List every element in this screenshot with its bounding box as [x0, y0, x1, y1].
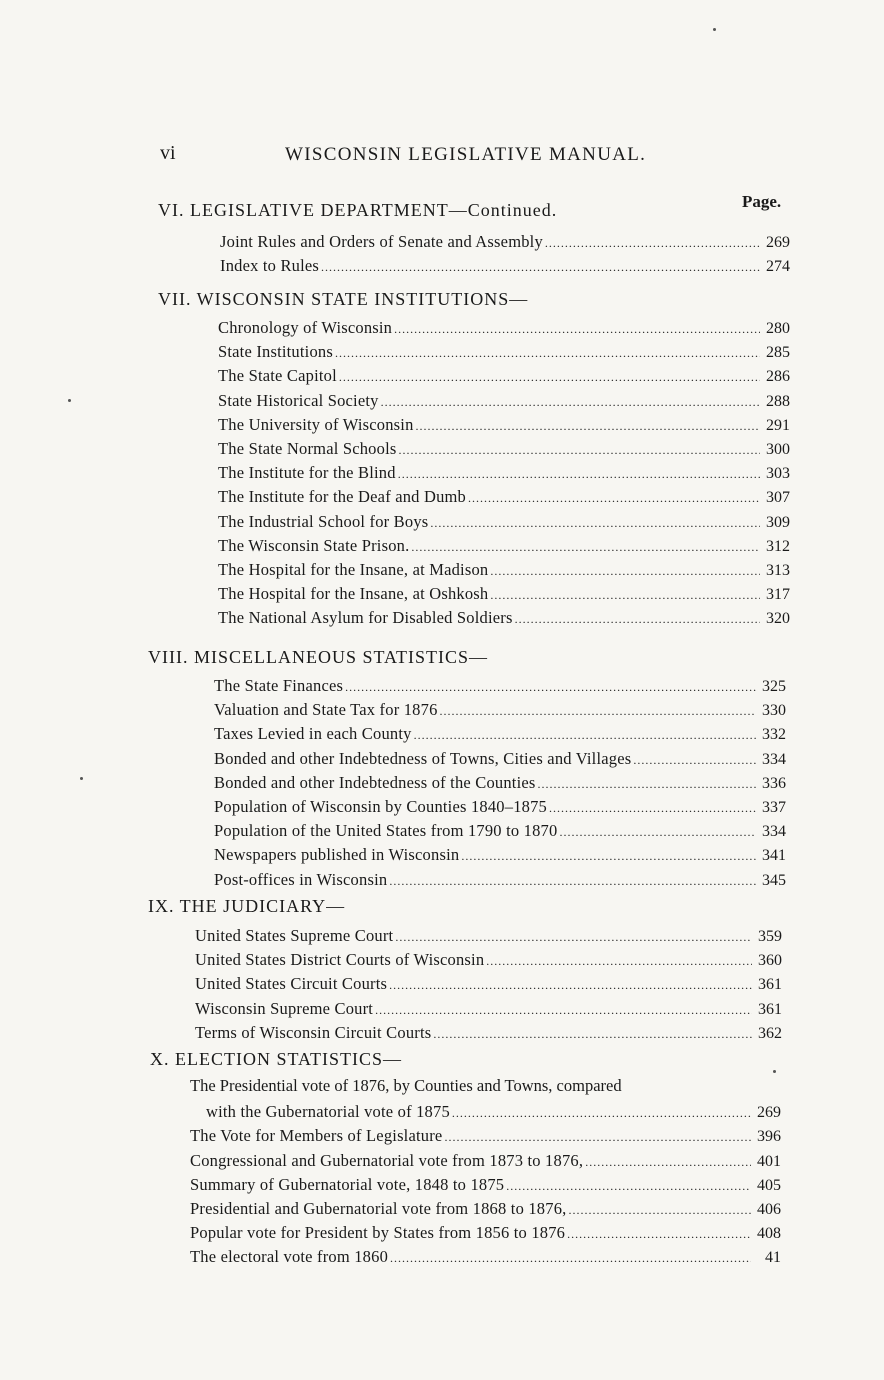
toc-entry[interactable] [214, 747, 786, 771]
dot-leader [585, 1150, 751, 1174]
toc-entry[interactable] [206, 1100, 781, 1124]
entry-title: United States District Courts of Wisconsin [195, 950, 485, 970]
entry-page-number: 361 [758, 1000, 782, 1018]
entry-page-number: 334 [762, 823, 786, 841]
entry-page-number: 396 [757, 1128, 781, 1146]
toc-entry[interactable] [218, 316, 790, 340]
toc-entry[interactable] [190, 1197, 781, 1221]
entry-title: The Hospital for the Insane, at Madison [218, 560, 489, 579]
dot-leader [559, 820, 756, 844]
dot-leader [461, 844, 756, 868]
entry-page-number: 312 [766, 537, 790, 555]
entry-title: Population of the United States from 1790 to 1870 [214, 821, 558, 841]
dot-leader [633, 748, 756, 772]
entry-page-number: 345 [762, 871, 786, 889]
toc-entry[interactable] [218, 389, 790, 413]
entry-title: The Vote for Members of Legislature [190, 1126, 443, 1146]
entry-title: The Institute for the Blind [218, 463, 396, 483]
entry-title: The State Capitol [218, 366, 337, 386]
entry-page-number: 313 [766, 562, 790, 579]
entry-title: The State Finances [214, 676, 344, 695]
entry-title: Valuation and State Tax for 1876 [214, 700, 438, 720]
entry-title: Summary of Gubernatorial vote, 1848 to 1875 [190, 1174, 505, 1194]
dot-leader [394, 317, 760, 341]
paper-speck [773, 1070, 776, 1073]
dot-leader [390, 1246, 751, 1270]
toc-entry[interactable] [190, 1149, 781, 1173]
entry-title: Congressional and Gubernatorial vote from 1873 to 1876, [190, 1150, 584, 1170]
entry-page-number: 269 [766, 234, 790, 251]
dot-leader [515, 607, 760, 631]
dot-leader [440, 699, 756, 723]
dot-leader [538, 772, 756, 796]
entry-title: Bonded and other Indebtedness of the Counties [214, 772, 536, 792]
entry-page-number: 332 [762, 726, 786, 744]
entry-title: Chronology of Wisconsin [218, 318, 393, 337]
toc-entry[interactable] [214, 843, 786, 867]
section-heading: VII. WISCONSIN STATE INSTITUTIONS— [158, 289, 529, 309]
entry-page-number: 406 [757, 1201, 781, 1218]
dot-leader [549, 796, 756, 820]
entry-page-number: 41 [765, 1249, 781, 1267]
dot-leader [414, 723, 756, 747]
dot-leader [389, 973, 752, 997]
toc-entry[interactable] [214, 819, 786, 843]
dot-leader [335, 341, 760, 365]
page-column-label: Page. [742, 192, 782, 211]
dot-leader [490, 559, 760, 583]
toc-entry[interactable] [195, 972, 782, 996]
entry-title: The Presidential vote of 1876, by Counties and Towns, compared [190, 1076, 622, 1095]
toc-entry[interactable] [214, 722, 786, 746]
entry-page-number: 408 [757, 1225, 781, 1243]
entry-title: The electoral vote from 1860 [190, 1247, 389, 1267]
dot-leader [339, 365, 760, 389]
entry-page-number: 307 [766, 489, 790, 507]
entry-title: The National Asylum for Disabled Soldiers [218, 608, 513, 628]
entry-page-number: 360 [758, 952, 782, 970]
paper-speck [68, 399, 71, 402]
entry-page-number: 317 [766, 586, 790, 604]
toc-entry[interactable] [190, 1124, 781, 1148]
entry-title: Index to Rules [220, 256, 320, 276]
toc-entry[interactable] [214, 868, 786, 892]
dot-leader [381, 390, 760, 414]
entry-title: Population of Wisconsin by Counties 1840–1875 [214, 797, 547, 816]
toc-entry[interactable] [195, 948, 782, 972]
toc-entry[interactable] [220, 230, 790, 254]
entry-page-number: 337 [762, 799, 786, 816]
page-number: vi [160, 142, 176, 164]
dot-leader [506, 1174, 751, 1198]
entry-title: Terms of Wisconsin Circuit Courts [195, 1022, 432, 1042]
toc-entry[interactable] [218, 534, 790, 558]
toc-entry[interactable] [214, 698, 786, 722]
section-heading: VI. LEGISLATIVE DEPARTMENT—Continued. [158, 200, 558, 220]
entry-page-number: 285 [766, 344, 790, 362]
dot-leader [486, 949, 752, 973]
dot-leader [375, 998, 752, 1022]
dot-leader [395, 925, 752, 949]
entry-page-number: 330 [762, 702, 786, 720]
entry-page-number: 309 [766, 513, 790, 531]
toc-entry[interactable] [218, 485, 790, 509]
dot-leader [398, 462, 760, 486]
dot-leader [444, 1125, 751, 1149]
entry-title: Bonded and other Indebtedness of Towns, Cities and Villages [214, 748, 632, 768]
toc-entry[interactable] [218, 461, 790, 485]
entry-title: United States Circuit Courts [195, 974, 388, 994]
entry-page-number: 280 [766, 320, 790, 337]
entry-page-number: 341 [762, 847, 786, 865]
section-heading: VIII. MISCELLANEOUS STATISTICS— [148, 647, 489, 667]
entry-title: The Institute for the Deaf and Dumb [218, 487, 467, 507]
toc-entry[interactable] [218, 606, 790, 630]
section-heading: X. ELECTION STATISTICS— [150, 1049, 403, 1069]
toc-entry[interactable] [190, 1221, 781, 1245]
toc-entry[interactable] [214, 771, 786, 795]
toc-entry[interactable] [218, 437, 790, 461]
dot-leader [433, 1022, 752, 1046]
toc-entry[interactable] [190, 1245, 781, 1269]
entry-page-number: 401 [757, 1152, 781, 1170]
dot-leader [389, 869, 756, 893]
paper-speck [713, 28, 716, 31]
dot-leader [321, 255, 760, 279]
entry-title: Joint Rules and Orders of Senate and Assembly [220, 232, 543, 251]
toc-entry[interactable] [195, 997, 782, 1021]
entry-page-number: 325 [762, 678, 786, 695]
dot-leader [411, 535, 760, 559]
entry-title-continuation: with the Gubernatorial vote of 1875 [206, 1102, 450, 1122]
toc-entry[interactable] [220, 254, 790, 278]
toc-entry[interactable] [214, 795, 786, 819]
dot-leader [398, 438, 760, 462]
dot-leader [568, 1198, 751, 1222]
entry-page-number: 286 [766, 368, 790, 386]
entry-title: The University of Wisconsin [218, 414, 414, 434]
toc-entry[interactable] [218, 364, 790, 388]
entry-page-number: 362 [758, 1024, 782, 1042]
dot-leader [430, 511, 760, 535]
entry-page-number: 288 [766, 392, 790, 410]
toc-entry[interactable] [214, 674, 786, 698]
entry-title: Popular vote for President by States from 1856 to 1876 [190, 1223, 566, 1243]
toc-entry[interactable] [218, 340, 790, 364]
toc-entry[interactable] [218, 558, 790, 582]
entry-page-number: 291 [766, 416, 790, 434]
toc-entry[interactable] [218, 582, 790, 606]
dot-leader [490, 583, 760, 607]
entry-title: Taxes Levied in each County [214, 724, 412, 744]
toc-entry[interactable] [218, 510, 790, 534]
entry-title: The State Normal Schools [218, 439, 397, 458]
dot-leader [345, 675, 756, 699]
page-title: WISCONSIN LEGISLATIVE MANUAL. [285, 144, 647, 165]
toc-entry[interactable] [195, 1021, 782, 1045]
dot-leader [416, 414, 760, 438]
dot-leader [452, 1101, 751, 1125]
entry-title: Post-offices in Wisconsin [214, 869, 388, 889]
entry-title: Wisconsin Supreme Court [195, 998, 374, 1018]
entry-title: Newspapers published in Wisconsin [214, 845, 460, 865]
entry-title: The Wisconsin State Prison. [218, 535, 410, 555]
entry-title: State Historical Society [218, 390, 379, 410]
dot-leader [468, 486, 760, 510]
dot-leader [545, 231, 760, 255]
entry-page-number: 300 [766, 441, 790, 458]
entry-page-number: 359 [758, 928, 782, 945]
section-heading: IX. THE JUDICIARY— [148, 896, 346, 916]
entry-title: The Industrial School for Boys [218, 511, 429, 531]
toc-entry[interactable] [195, 924, 782, 948]
entry-page-number: 334 [762, 750, 786, 768]
entry-page-number: 405 [757, 1176, 781, 1194]
paper-speck [80, 777, 83, 780]
entry-page-number: 269 [757, 1104, 781, 1122]
dot-leader [567, 1222, 751, 1246]
entry-title: United States Supreme Court [195, 926, 394, 945]
entry-title: Presidential and Gubernatorial vote from 1868 to 1876, [190, 1199, 567, 1218]
entry-title: The Hospital for the Insane, at Oshkosh [218, 584, 489, 604]
toc-entry[interactable] [218, 413, 790, 437]
entry-page-number: 361 [758, 976, 782, 994]
entry-title: State Institutions [218, 342, 333, 362]
entry-page-number: 336 [762, 774, 786, 792]
entry-page-number: 320 [766, 610, 790, 628]
entry-page-number: 303 [766, 465, 790, 483]
toc-entry[interactable] [190, 1173, 781, 1197]
entry-page-number: 274 [766, 258, 790, 276]
